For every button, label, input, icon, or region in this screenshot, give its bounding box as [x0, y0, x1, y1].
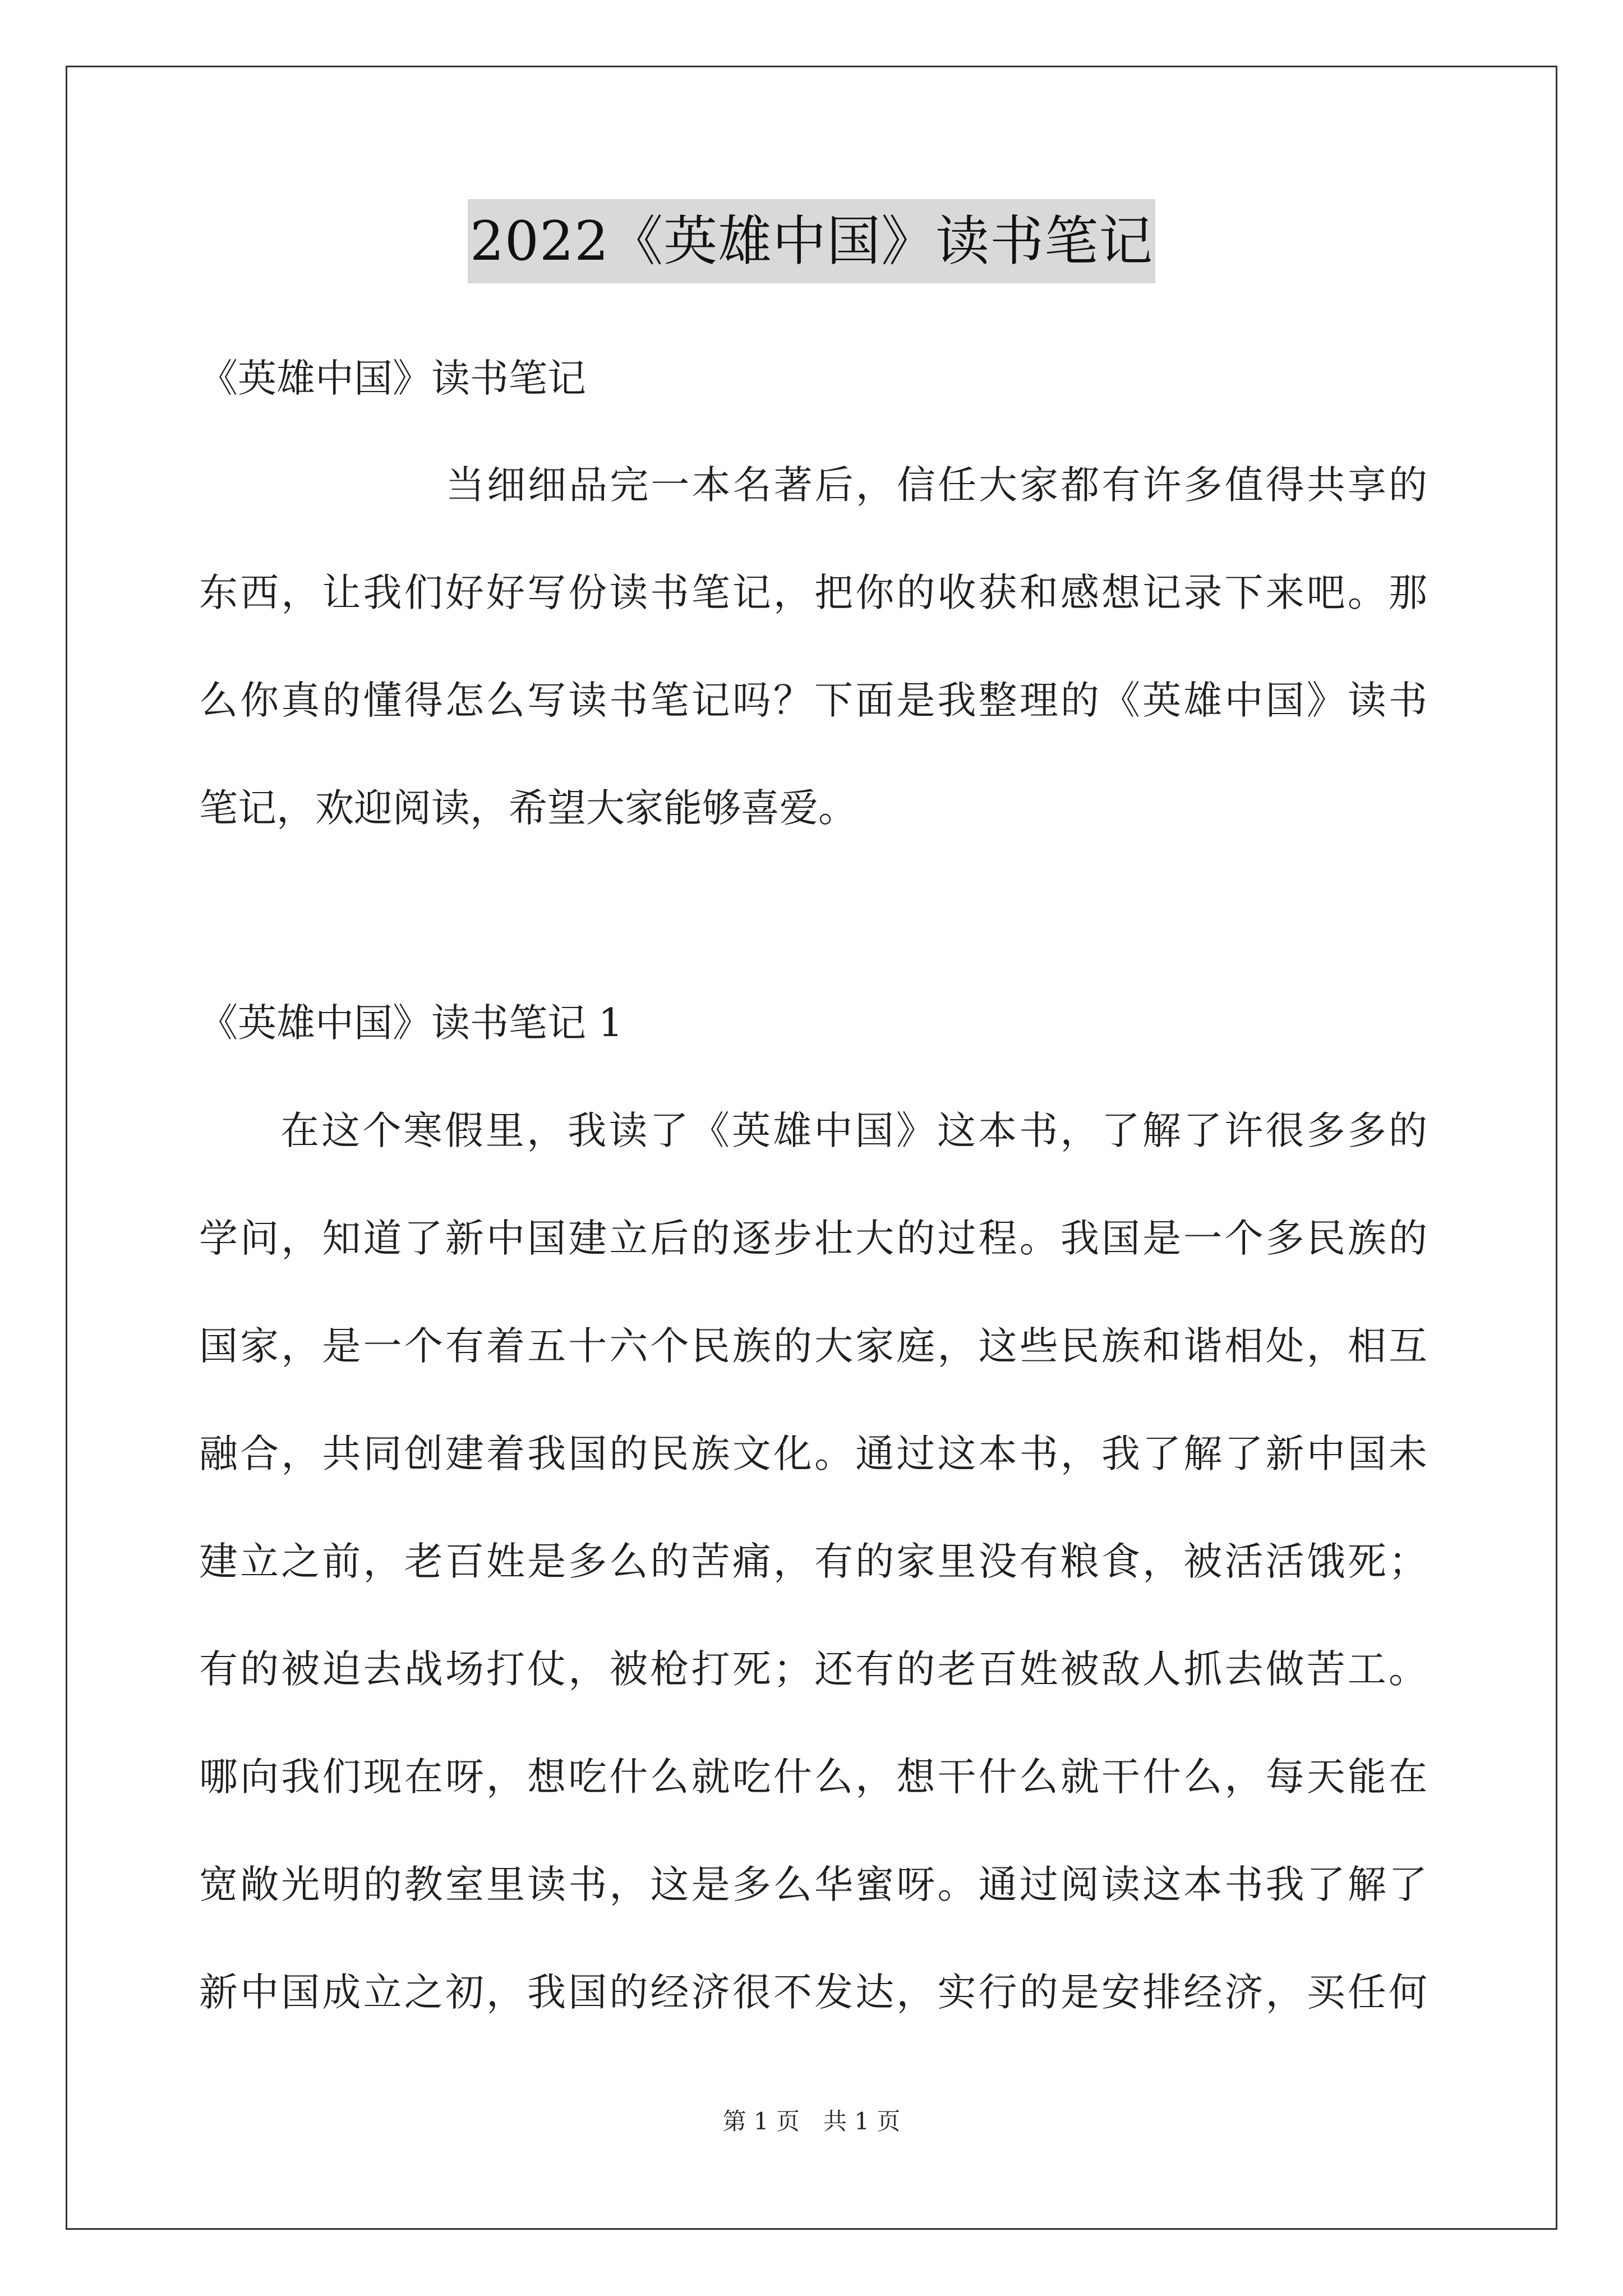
intro-line: 么你真的懂得怎么写读书笔记吗？下面是我整理的《英雄中国》读书: [199, 678, 1427, 723]
body-line: 在这个寒假里，我读了《英雄中国》这本书，了解了许很多多的: [280, 1108, 1427, 1153]
body-line: 有的被迫去战场打仗，被枪打死；还有的老百姓被敌人抓去做苦工。: [199, 1647, 1427, 1692]
document-title: 2022《英雄中国》读书笔记: [468, 199, 1155, 283]
body-line: 融合，共同创建着我国的民族文化。通过这本书，我了解了新中国未: [199, 1432, 1427, 1476]
title-container: [0, 199, 1623, 283]
body-line: 国家，是一个有着五十六个民族的大家庭，这些民族和谐相处，相互: [199, 1324, 1427, 1369]
body-line: 学问，知道了新中国建立后的逐步壮大的过程。我国是一个多民族的: [199, 1216, 1427, 1261]
page-footer: 第 1 页 共 1 页: [722, 2108, 901, 2135]
subheading: 《英雄中国》读书笔记: [199, 356, 586, 401]
intro-line: 东西，让我们好好写份读书笔记，把你的收获和感想记录下来吧。那: [199, 570, 1427, 615]
section-heading: 《英雄中国》读书笔记 1: [199, 1001, 623, 1046]
body-line: 新中国成立之初，我国的经济很不发达，实行的是安排经济，买任何: [199, 1970, 1427, 2015]
body-line: 建立之前，老百姓是多么的苦痛，有的家里没有粮食，被活活饿死；: [199, 1539, 1427, 1584]
intro-line: 当细细品完一本名著后，信任大家都有许多值得共享的: [446, 463, 1427, 508]
intro-line: 笔记，欢迎阅读，希望大家能够喜爱。: [199, 786, 857, 831]
body-line: 宽敞光明的教室里读书，这是多么华蜜呀。通过阅读这本书我了解了: [199, 1862, 1427, 1907]
body-line: 哪向我们现在呀，想吃什么就吃什么，想干什么就干什么，每天能在: [199, 1755, 1427, 1800]
